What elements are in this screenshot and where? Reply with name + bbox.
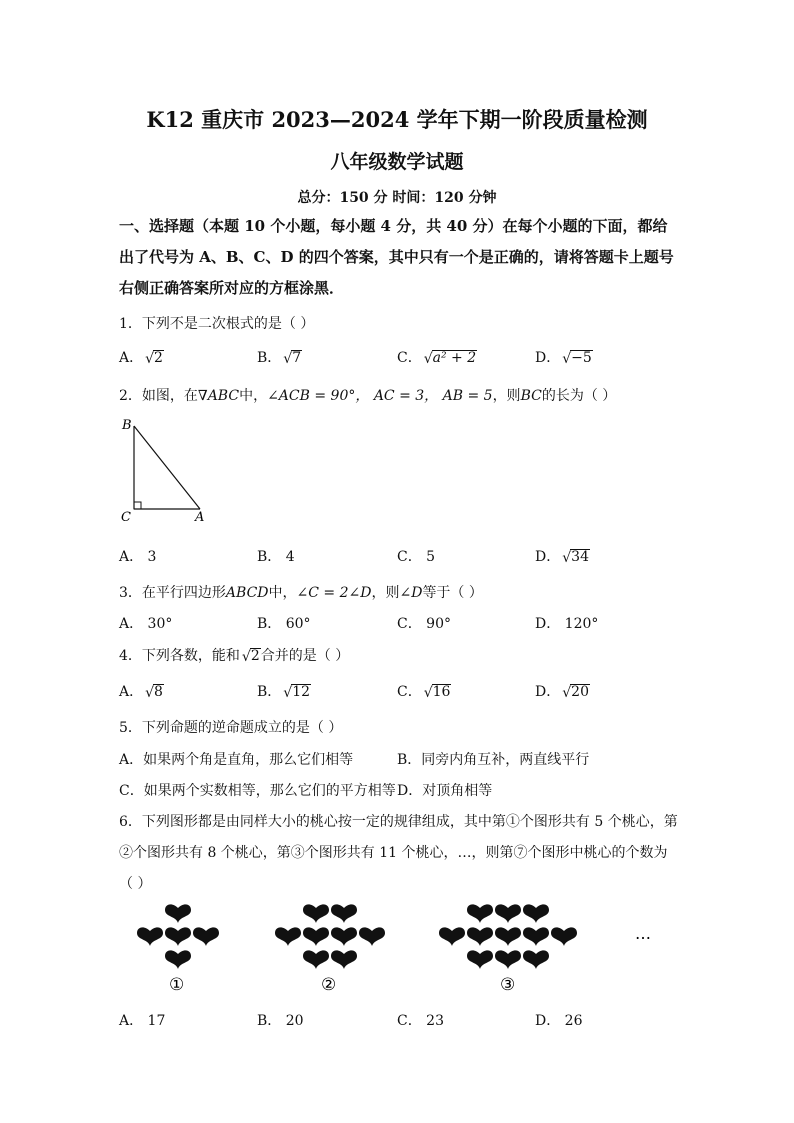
figure-3-hearts (439, 904, 577, 969)
q2-option-c: C． 5 (397, 549, 436, 565)
figure-3-label: ③ (500, 975, 516, 995)
q4-option-c: C．√ 16 (397, 681, 451, 701)
q1-option-d: D．√ −5 (535, 347, 593, 367)
question-4-stem: 4．下列各数，能和√ 2合并的是（ ） (119, 645, 349, 665)
q4-option-a: A．√ 8 (119, 681, 164, 701)
figure-1-hearts (137, 904, 219, 969)
q4-option-d: D．√ 20 (535, 681, 590, 701)
vertex-c-label: C (121, 510, 131, 525)
q1-option-b: B．√ 7 (257, 347, 302, 367)
q3-option-a: A． 30° (119, 616, 173, 632)
q5-option-a: A．如果两个角是直角，那么它们相等 (119, 752, 354, 768)
figure-1-label: ① (169, 975, 185, 995)
vertex-a-label: A (195, 510, 205, 525)
question-2-stem: 2．如图，在∇ABC中，∠ACB = 90°， AC = 3， AB = 5，则BC的长为（ ） (119, 388, 617, 404)
q1-option-c: C．√ a² + 2 (397, 347, 477, 367)
q6-option-a: A． 17 (119, 1013, 166, 1029)
q3-option-b: B． 60° (257, 616, 311, 632)
q3-option-c: C． 90° (397, 616, 451, 632)
section-intro: 一、选择题（本题 10 个小题，每小题 4 分，共 40 分）在每个小题的下面，都给出了代号为 A、B、C、D 的四个答案，其中只有一个是正确的，请将答题卡上题号右侧正确答案所对应的方框涂黑． (119, 217, 674, 297)
q6-option-c: C． 23 (397, 1013, 444, 1029)
question-5-stem: 5．下列命题的逆命题成立的是（ ） (119, 720, 343, 736)
q5-option-d: D．对顶角相等 (397, 783, 493, 799)
question-6-line-3: （ ） (119, 876, 152, 892)
hearts-pattern-figure (120, 895, 680, 1005)
page-subtitle: 八年级数学试题 (330, 151, 464, 173)
q6-option-d: D． 26 (535, 1013, 583, 1029)
vertex-b-label: B (122, 418, 132, 433)
question-6-line-2: ②个图形共有 8 个桃心，第③个图形共有 11 个桃心，…，则第⑦个图形中桃心的个数为 (119, 845, 668, 861)
right-triangle-figure (118, 414, 210, 526)
q5-option-b: B．同旁内角互补，两直线平行 (397, 752, 590, 768)
question-6-line-1: 6．下列图形都是由同样大小的桃心按一定的规律组成，其中第①个图形共有 5 个桃心，第 (119, 814, 678, 830)
q1-option-a: A．√ 2 (119, 347, 164, 367)
ellipsis: … (635, 924, 651, 943)
figure-2-hearts (275, 904, 385, 969)
q2-option-d: D．√ 34 (535, 546, 590, 566)
q2-option-b: B． 4 (257, 549, 295, 565)
q4-option-b: B．√ 12 (257, 681, 311, 701)
figure-2-label: ② (321, 975, 337, 995)
question-3-stem: 3．在平行四边形ABCD中，∠C = 2∠D，则∠D等于（ ） (119, 585, 483, 601)
q6-option-b: B． 20 (257, 1013, 304, 1029)
q2-option-a: A． 3 (119, 549, 157, 565)
q3-option-d: D． 120° (535, 616, 599, 632)
page-title: K12 重庆市 2023—2024 学年下期一阶段质量检测 (146, 107, 648, 132)
exam-meta: 总分：150 分 时间：120 分钟 (297, 190, 497, 206)
question-1-stem: 1．下列不是二次根式的是（ ） (119, 316, 315, 332)
q5-option-c: C．如果两个实数相等，那么它们的平方相等 (119, 783, 396, 799)
